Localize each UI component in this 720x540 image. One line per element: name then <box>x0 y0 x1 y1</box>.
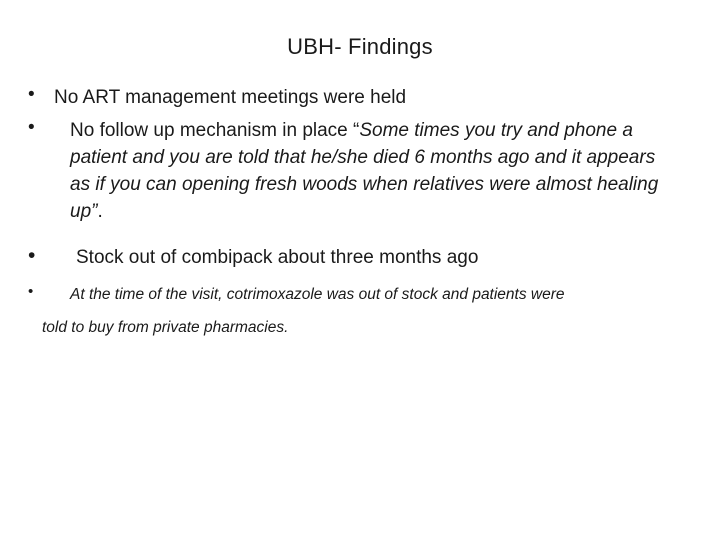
bullet-text <box>70 117 668 225</box>
bullet-text-end: . <box>97 201 103 222</box>
bullet-marker: • <box>28 244 36 267</box>
bullet-text: Stock out of combipack about three months ago <box>76 247 479 268</box>
bullet-item <box>28 84 688 111</box>
bullet-text: At the time of the visit, cotrimoxazole was out of stock and patients were <box>70 286 565 303</box>
bullet-quote: Some times you try and phone a patient and you are told that he/she died 6 months ago and it appears as if you can opening fresh woods when relatives were almost healing up” <box>70 120 659 222</box>
slide-title: UBH- Findings <box>287 34 433 59</box>
bullet-text-normal: No follow up mechanism in place “ <box>70 120 360 141</box>
bullet-marker: • <box>28 283 34 300</box>
bullet-marker: • <box>28 84 35 105</box>
bullet-marker: • <box>28 117 35 138</box>
bullet-item <box>28 283 688 307</box>
bullet-item <box>28 117 668 225</box>
bullet-text-continuation: told to buy from private pharmacies. <box>42 319 289 336</box>
bullet-text: No ART management meetings were held <box>54 87 407 108</box>
bullet-item <box>28 244 688 271</box>
